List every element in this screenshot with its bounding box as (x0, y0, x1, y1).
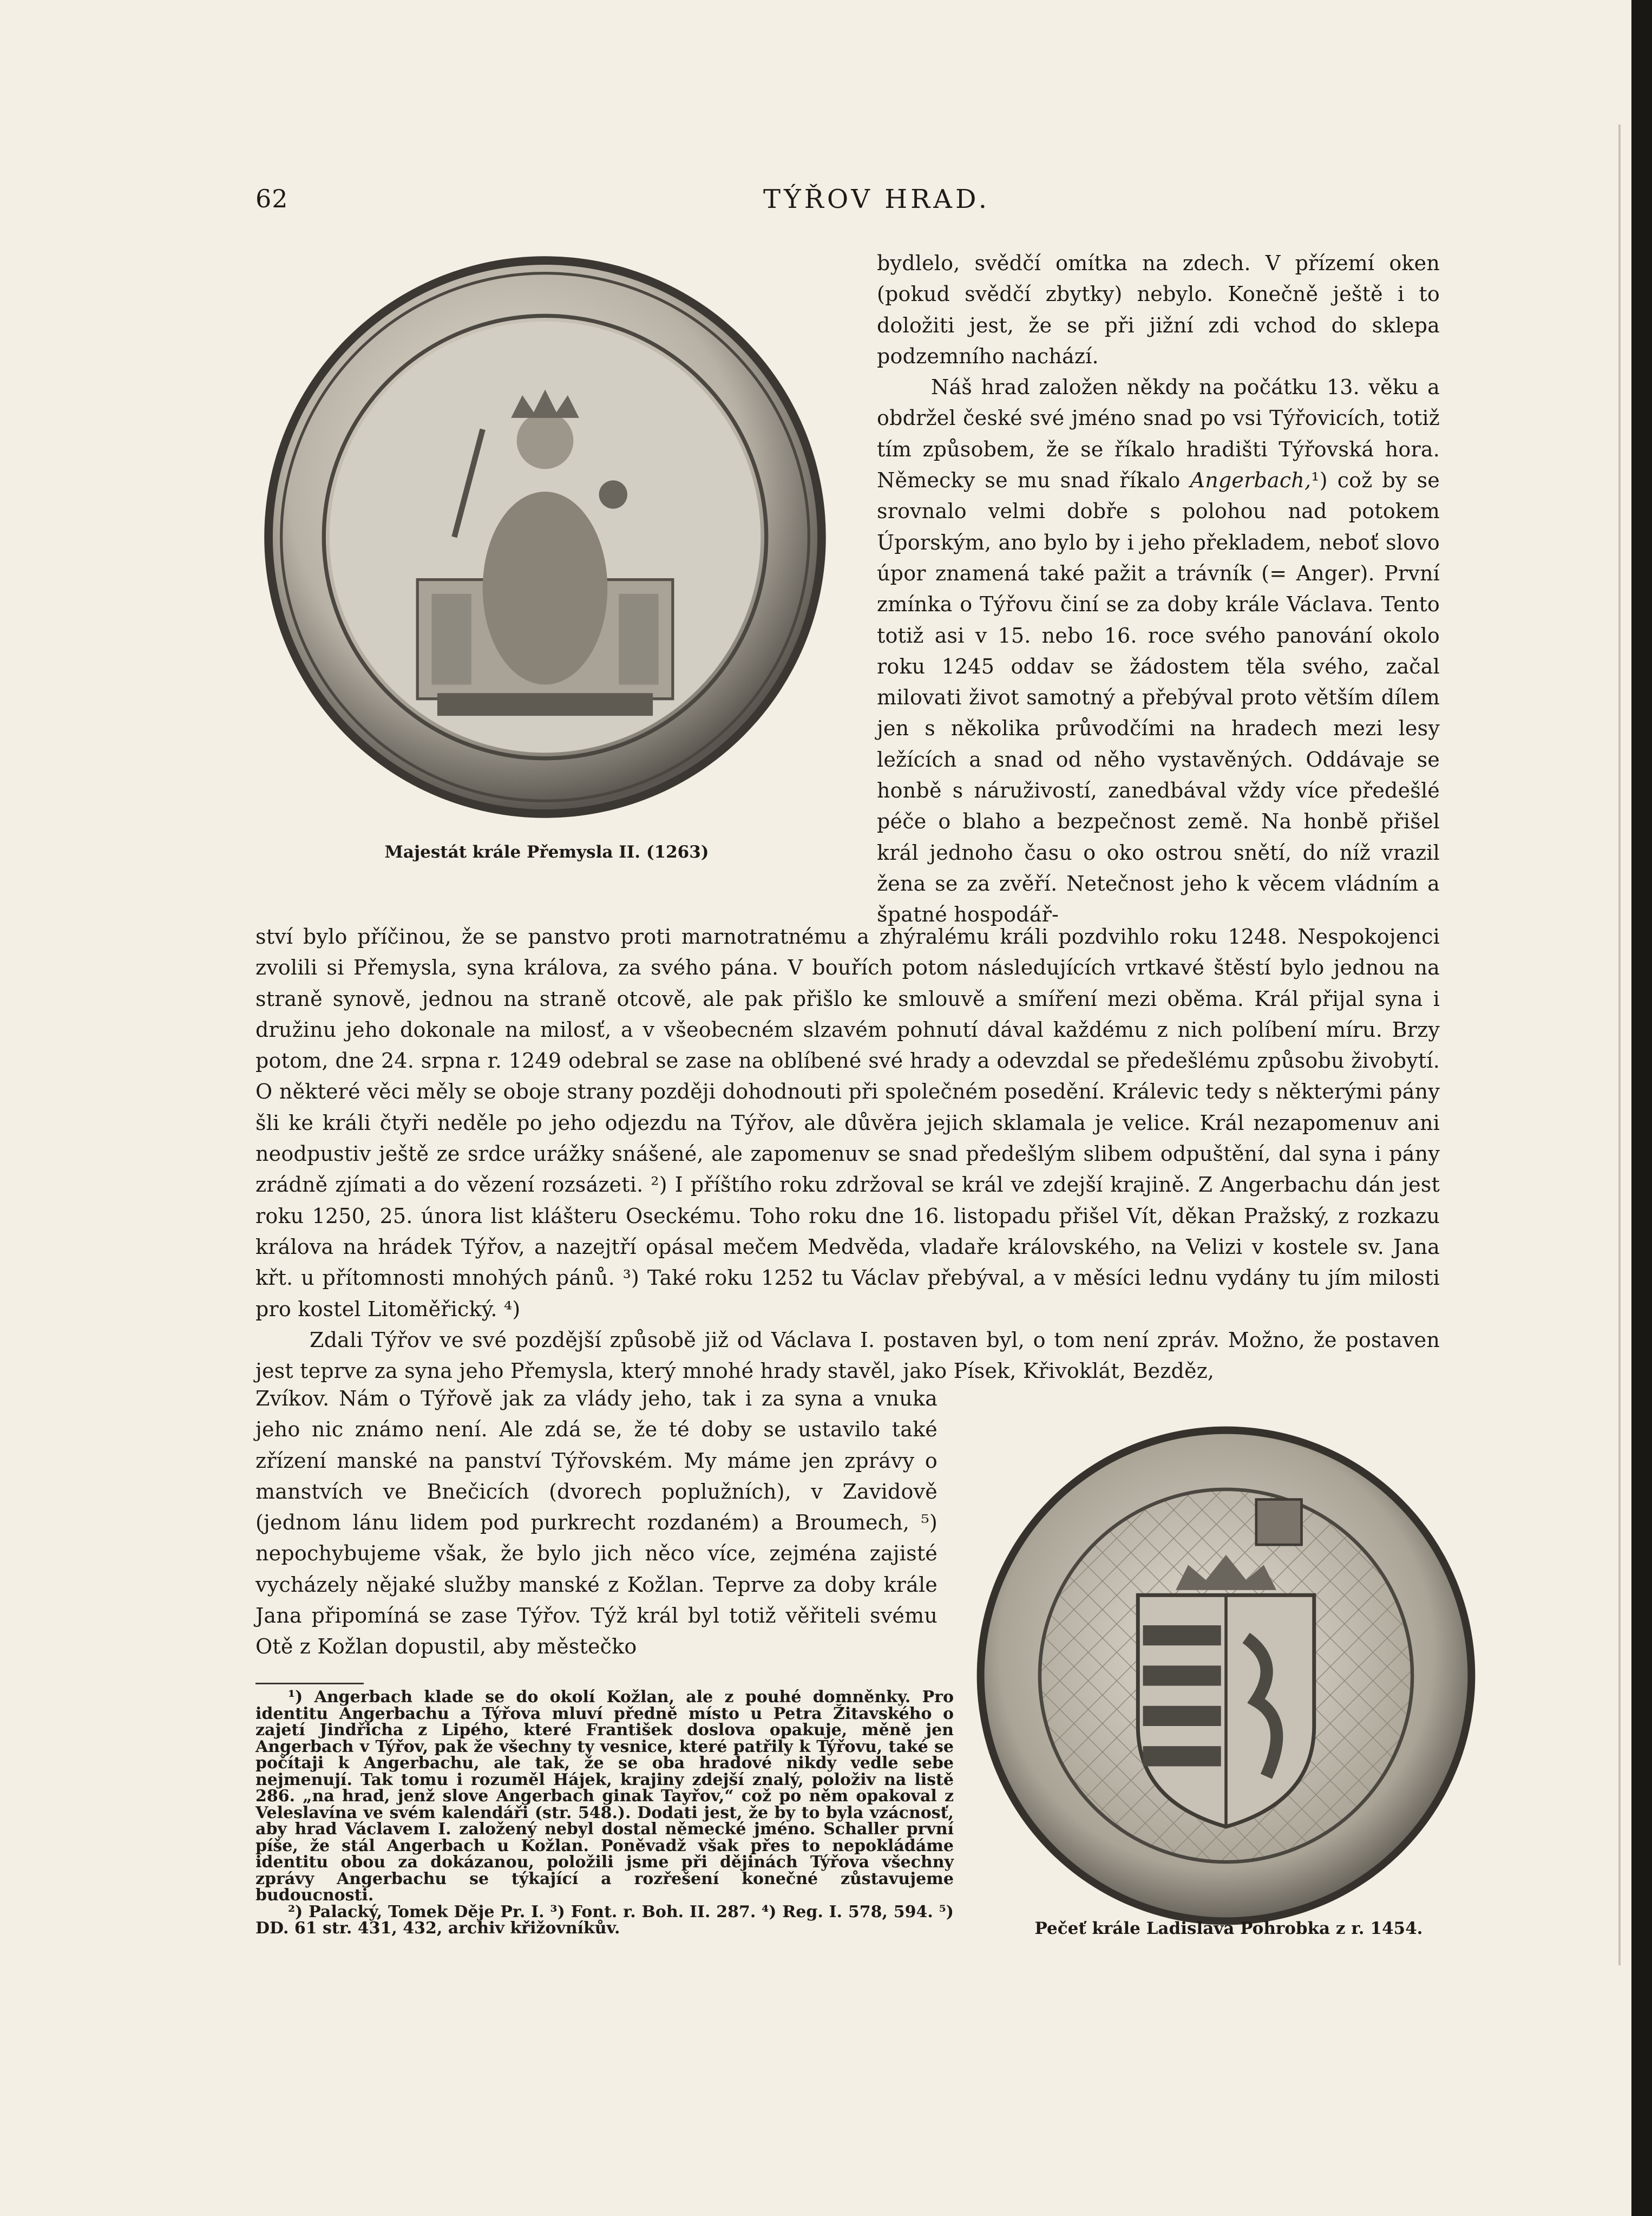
paragraph: Zdali Týřov ve své pozdější způsobě již od Václava I. postaven byl, o tom není zpráv. Možno, že postaven jest teprve za syna jeho Přemysla, který mnohé hrady stavěl, jako Písek, Křivoklát, Bezděz, (255, 1328, 1440, 1383)
page-number: 62 (255, 184, 289, 213)
paragraph: bydlelo, svědčí omítka na zdech. V přízemí oken (pokud svědčí zbytky) nebylo. Konečně ještě i to doložiti jest, že se při jižní zdi vchod do sklepa podzemního nachází. (877, 251, 1440, 368)
paragraph: Náš hrad založen někdy na počátku 13. věku a obdržel české své jméno snad po vsi Týřovicích, totiž tím způsobem, že se říkalo hradišti Týřovská hora. Německy se mu snad říkalo Angerbach,¹) což by se srovnalo velmi dobře s polohou nad potokem Úporským, ano bylo by i jeho překladem, neboť slovo úpor znamená také pažit a trávník (= Anger). První zmínka o Týřovu činí se za doby krále Václava. Tento totiž asi v 15. nebo 16. roce svého panování okolo roku 1245 oddav se žádostem těla svého, začal milovati život samotný a přebýval proto větším dílem jen s několika průvodčími na hradech mezi lesy ležících a snad od něho vystavěných. Oddávaje se honbě s náruživostí, zanedbával vždy více předešlé péče o blaho a bezpečnost země. Na honbě přišel král jednoho času o oko ostrou snětí, do níž vrazil žena se za zvěří. Netečnost jeho k věcem vládním a špatné hospodář- (877, 375, 1440, 927)
italic-term: Angerbach, (1190, 468, 1312, 493)
scan-edge (1631, 0, 1652, 2216)
paragraph: ství bylo příčinou, že se panstvo proti marnotratnému a zhýralému králi pozdvihlo roku 1248. Nespokojenci zvolili si Přemysla, syna králova, za svého pána. V bouřích potom následujících vrtkavé štěstí bylo jednou na straně synově, jednou na straně otcově, ale pak přišlo ke smlouvě a smíření mezi oběma. Král přijal syna i družinu jeho dokonale na milosť, a v všeobecném slzavém pohnutí dával každému z nich políbení míru. Brzy potom, dne 24. srpna r. 1249 odebral se zase na oblíbené své hrady a odevzdal se předešlému způsobu živobytí. O některé věci měly se oboje strany později dohodnouti při společném posedění. Králevic tedy s některými pány šli ke králi čtyři neděle po jeho odjezdu na Týřov, ale důvěra jejich sklamala je velice. Král nezapomenuv ani neodpustiv ještě ze srdce urážky snášené, ale zapomenuv se snad předešlým slibem odpuštění, dal syna i pány zrádně zjímati a do vězení rozsázeti. ²) I příštího roku zdržoval se král ve zdejší krajině. Z Angerbachu dán jest roku 1250, 25. února list klášteru Oseckému. Toho roku dne 16. listopadu přišel Vít, děkan Pražský, z rozkazu králova na hrádek Týřov, a nazejtří opásal mečem Medvěda, vladaře královského, na Velizi v kostele sv. Jana křt. u přítomnosti mnohých pánů. ³) Také roku 1252 tu Václav přebýval, a v měsíci lednu vydány tu jím milosti pro kostel Litoměřický. ⁴) (255, 925, 1440, 1321)
page-fold-line (1618, 125, 1621, 1965)
left-column-text (255, 1383, 938, 1663)
footnote: ²) Palacký, Tomek Děje Pr. I. ³) Font. r. Boh. II. 287. ⁴) Reg. I. 578, 594. ⁵) DD. 61 str. 431, 432, archiv křižovníkův. (255, 1902, 954, 1938)
seal-ladislav-image (974, 1424, 1478, 1927)
footnote: ¹) Angerbach klade se do okolí Kožlan, ale z pouhé domněnky. Pro identitu Angerbachu a Týřova mluví předně místo u Petra Žitavského o zajetí Jindřicha z Lipého, které František doslova opakuje, měně jen Angerbach v Týřov, pak že všechny ty vesnice, které patřily k Týřovu, také se počítaji k Angerbachu, ale tak, že se oba hradové nikdy vedle sebe nejmenují. Tak tomu i rozuměl Hájek, krajiny zdejší znalý, položiv na listě 286. „na hrad, jenž slove Angerbach ginak Tayřov,“ což po něm opakoval z Veleslavína ve svém kalendáři (str. 548.). Dodati jest, že by to byla vzácnosť, aby hrad Václavem I. založený nebyl dostal německé jméno. Schaller první píše, že stál Angerbach u Kožlan. Poněvadž však přes to nepokládáme identitu obou za dokázanou, položili jsme při dějinách Týřova všechny zprávy Angerbachu se týkající a rozřešení konečné zůstavujeme budoucnosti. (255, 1688, 954, 1905)
seal-premysl-image (261, 253, 829, 821)
full-width-text (255, 921, 1440, 1387)
running-title: TÝŘOV HRAD. (763, 184, 990, 214)
paragraph: Zvíkov. Nám o Týřově jak za vlády jeho, tak i za syna a vnuka jeho nic známo není. Ale zdá se, že té doby se ustavilo také zřízení manské na panství Týřovském. My máme jen zprávy o manstvích ve Bnečicích (dvorech poplužních), v Zavidově (jednom lánu lidem pod purkrecht rozdaném) a Broumech, ⁵) nepochybujeme však, že bylo jich něco více, zejména zajisté vycházely nějaké služby manské z Kožlan. Teprve za doby krále Jana připomíná se zase Týřov. Týž král byl totiž věřiteli svému Otě z Kožlan dopustil, aby městečko (255, 1387, 938, 1659)
footnotes (255, 1689, 954, 1937)
caption-seal-ladislav: Pečeť krále Ladislava Pohrobka z r. 1454. (1034, 1919, 1423, 1938)
right-column-text (877, 248, 1440, 931)
caption-seal-premysl: Majestát krále Přemysla II. (1263) (384, 842, 709, 862)
footnote-rule (255, 1683, 364, 1684)
